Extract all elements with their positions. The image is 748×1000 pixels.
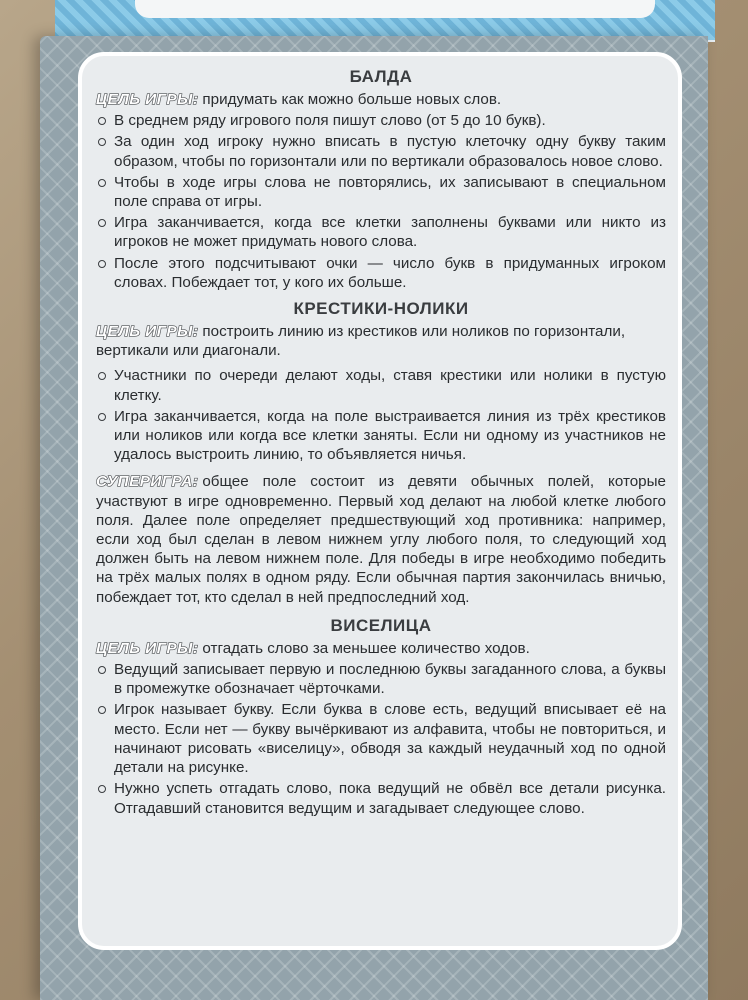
- supergame-paragraph: [96, 472, 666, 606]
- list-item: Игра заканчивается, когда на поле выстраивается линия из трёх крестиков или ноликов или когда все клетки заняты. Если ни одному из участников не удалось выстроить линию, то объявляется ничья.: [96, 407, 666, 465]
- list-item: Нужно успеть отгадать слово, пока ведущий не обвёл все детали рисунка. Отгадавший становится ведущим и загадывает следующее слово.: [96, 779, 666, 817]
- list-item: После этого подсчитывают очки — число букв в придуманных игроком словах. Побеждает тот, у кого их больше.: [96, 254, 666, 292]
- goal-tag: ЦЕЛЬ ИГРЫ:: [96, 323, 199, 341]
- rules-list-balda: [96, 111, 666, 292]
- goal-tag: ЦЕЛЬ ИГРЫ:: [96, 639, 199, 657]
- list-item: Игрок называет букву. Если буква в слове есть, ведущий вписывает её на место. Если нет — букву вычёркивают из алфавита, чтобы не повториться, и начинают рисовать «виселицу», обводя за каждый неудачный ход по одной детали на рисунке.: [96, 700, 666, 777]
- goal-text: отгадать слово за меньшее количество ходов.: [202, 639, 530, 657]
- goal-tag: ЦЕЛЬ ИГРЫ:: [96, 91, 199, 108]
- section-title-tic-tac-toe: КРЕСТИКИ-НОЛИКИ: [293, 299, 469, 319]
- section-title-balda: БАЛДА: [349, 67, 413, 86]
- goal-balda: [96, 90, 666, 109]
- rules-panel: [78, 52, 682, 950]
- goal-text: построить линию из крестиков или ноликов по горизонтали, вертикали или диагонали.: [96, 323, 626, 360]
- list-item: В среднем ряду игрового поля пишут слово (от 5 до 10 букв).: [96, 111, 666, 130]
- rules-list-tic-tac-toe: [96, 366, 666, 464]
- goal-text: придумать как можно больше новых слов.: [202, 91, 502, 108]
- supergame-text: общее поле состоит из девяти обычных полей, которые участвуют в игре одновременно. Первый ход делают на любой клетке любого поля. Далее поле определяет предшествующий ход противника: например, если ход был сделан в левом нижнем углу любого поля, то следующий ход должен быть на левом нижнем поле. Для победы в игре необходимо победить на трёх малых полях в одном ряду. Если обычная партия закончилась вничью, побеждает тот, кто сделал в ней предпоследний ход.: [96, 473, 666, 606]
- goal-tic-tac-toe: [96, 322, 666, 360]
- list-item: За один ход игроку нужно вписать в пустую клеточку одну букву таким образом, чтобы по горизонтали или по вертикали образовалось новое слово.: [96, 132, 666, 170]
- section-title-hangman: ВИСЕЛИЦА: [330, 615, 432, 635]
- goal-hangman: [96, 639, 666, 658]
- rules-list-hangman: [96, 660, 666, 818]
- list-item: Игра заканчивается, когда все клетки заполнены буквами или никто из игроков не может придумать нового слова.: [96, 213, 666, 251]
- supergame-tag: СУПЕРИГРА:: [96, 473, 199, 491]
- list-item: Участники по очереди делают ходы, ставя крестики или нолики в пустую клетку.: [96, 366, 666, 404]
- list-item: Ведущий записывает первую и последнюю буквы загаданного слова, а буквы в промежутке обозначает чёрточками.: [96, 660, 666, 698]
- background-page-strip: [135, 0, 655, 18]
- list-item: Чтобы в ходе игры слова не повторялись, их записывают в специальном поле справа от игры.: [96, 173, 666, 211]
